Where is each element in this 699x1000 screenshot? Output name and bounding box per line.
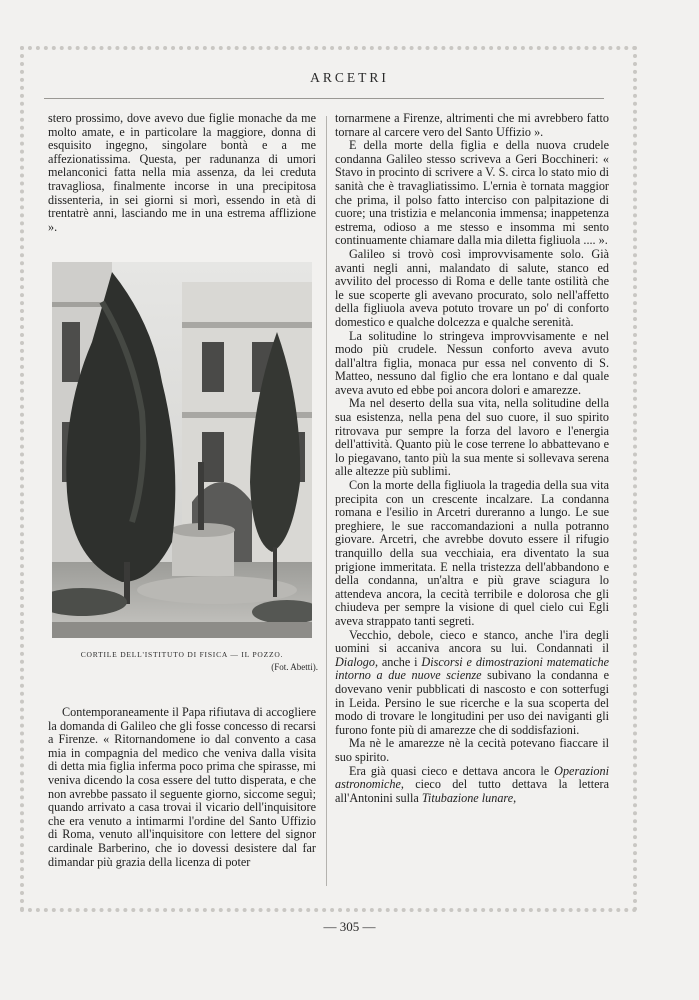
paragraph: La solitudine lo stringeva improvvisamente e nel modo più crudele. Nessun conforto aveva avuto dall'altra figlia, monaca pur essa nel convento di S. Matteo, nessuno dal figlio che era lontano e dal quale aveva avuto ed ebbe poi ancora dolori e amarezze. (335, 328, 609, 397)
book-title: Discorsi e dimostrazioni matematiche intorno a due nuove scienze (335, 654, 609, 683)
paragraph: Galileo si trovò così improvvisamente solo. Già avanti negli anni, malandato di salute, stanco ed avvilito del processo di Roma e delle tante ostilità che le sue scoperte gli avevano procurato, solo nell'affetto della figliuola aveva potuto trovare un po' di conforto domestico e qualche dolcezza e qualche serenità. (335, 246, 609, 329)
book-title: Titubazione lunare (421, 790, 514, 805)
paragraph: Ma nè le amarezze nè la cecità potevano fiaccare il suo spirito. (335, 736, 609, 764)
text-run: subivano la condanna e dovevano venir pubblicati di nascosto e con sotterfugi in Leida. Persino le sue ricerche e la sua scoperta del modo di trovare le longitudini per uso dei naviganti gli furono fonte più di amarezze che di soddisfazioni. (335, 668, 609, 737)
running-header: ARCETRI (310, 70, 389, 85)
photo-caption: CORTILE DELL'ISTITUTO DI FISICA — IL POZZO. (80, 650, 284, 659)
text-run: , cieco del tutto dettava la lettera all'Antonini sulla (335, 777, 609, 805)
column-divider (326, 116, 327, 886)
right-column (335, 112, 609, 805)
paragraph (335, 629, 609, 738)
left-column-top (48, 112, 316, 234)
paragraph: Con la morte della figliuola la tragedia della sua vita precipita con un crescente incalzare. La condanna romana e l'esilio in Arcetri dureranno a lungo. Le sue preghiere, le sue raccomandazioni a nulla potranno giovare. Arcetri, che avrebbe dovuto essere il rifugio tranquillo della sua vecchiaia, era diventato la sua prigione immeritata. E nella tristezza dell'abbandono e della condanna, un'altra e più grave sciagura lo attendeva ancora, la cecità terribile e dolorosa che gli chiudeva per sempre la visione di quel cielo cui Egli aveva strappato tanti segreti. (335, 478, 609, 628)
book-title: Operazioni astronomiche (335, 763, 609, 792)
paragraph: Contemporaneamente il Papa rifiutava di accogliere la domanda di Galileo che gli fosse concesso di recarsi a Firenze. « Ritornandomene io dal convento a casa mia in compagnia del medico che veniva dalla visita di detta mia figlia inferma poco prima che spirasse, mi veniva dicendo la cosa essere del tutto disperata, e che non avrebbe passato il seguente giorno, siccome seguì; quando arrivato a casa trovai il vicario dell'inquisitore che era venuto a intimarmi l'ordine del Santo Uffizio di Roma, venuto all'inquisitore con lettere del signor cardinale Barberino, che io dovessi desistere dal far dimandar più grazia della licenza di poter (48, 705, 316, 869)
paragraph: E della morte della figlia e della nuova crudele condanna Galileo stesso scriveva a Geri Bocchineri: « Stavo in procinto di scrivere a V. S. circa lo stato mio di sanità che è travagliatissimo. L'ernia è tornata maggior che prima, il polso fatto interciso con palpitazione di cuore; una tristizia e melanconia immensa; inappetenza estrema, odioso a me stesso e insomma mi sento continuamente chiamare dalla mia diletta figliuola .... ». (335, 138, 609, 248)
paragraph: Ma nel deserto della sua vita, nella solitudine della sua esistenza, nella pena del suo cuore, il suo spirito ritrovava pur sempre la forza del lavoro e l'energia dell'attività. Quanto più le cose terrene lo abbattevano e lo piegavano, tanto più la sua mente si sollevava serena alle altezze più sublimi. (335, 396, 609, 479)
book-title: Dialogo (335, 654, 375, 669)
paragraph: stero prossimo, dove avevo due figlie monache da me molto amate, e in particolare la maggiore, donna di esquisito ingegno, singolare bontà e a me affezionatissima. Questa, per radunanza di umori melanconici fatta nella mia assenza, da lei creduta travagliosa, finalmente incorse in una precipitosa dissenteria, in sei giorni si morì, essendo in età di trentatrè anni, lasciando me in una estrema afflizione ». (48, 111, 316, 234)
paragraph: tornarmene a Firenze, altrimenti che mi avrebbero fatto tornare al carcere vero del Santo Uffizio ». (335, 111, 609, 139)
page-number: — 305 — (323, 919, 376, 934)
text-run: , anche i (374, 654, 422, 669)
photo-credit: (Fot. Abetti). (271, 662, 318, 672)
left-column-bottom (48, 706, 316, 869)
header-rule (44, 98, 604, 99)
paragraph (335, 765, 609, 806)
courtyard-photo (52, 262, 312, 638)
text-run: , (513, 790, 517, 805)
text-run: Era già quasi cieco e dettava ancora le (349, 763, 555, 778)
text-run: Vecchio, debole, cieco e stanco, anche l'ira degli uomini si accaniva ancora su lui. Condannati il (335, 627, 609, 656)
